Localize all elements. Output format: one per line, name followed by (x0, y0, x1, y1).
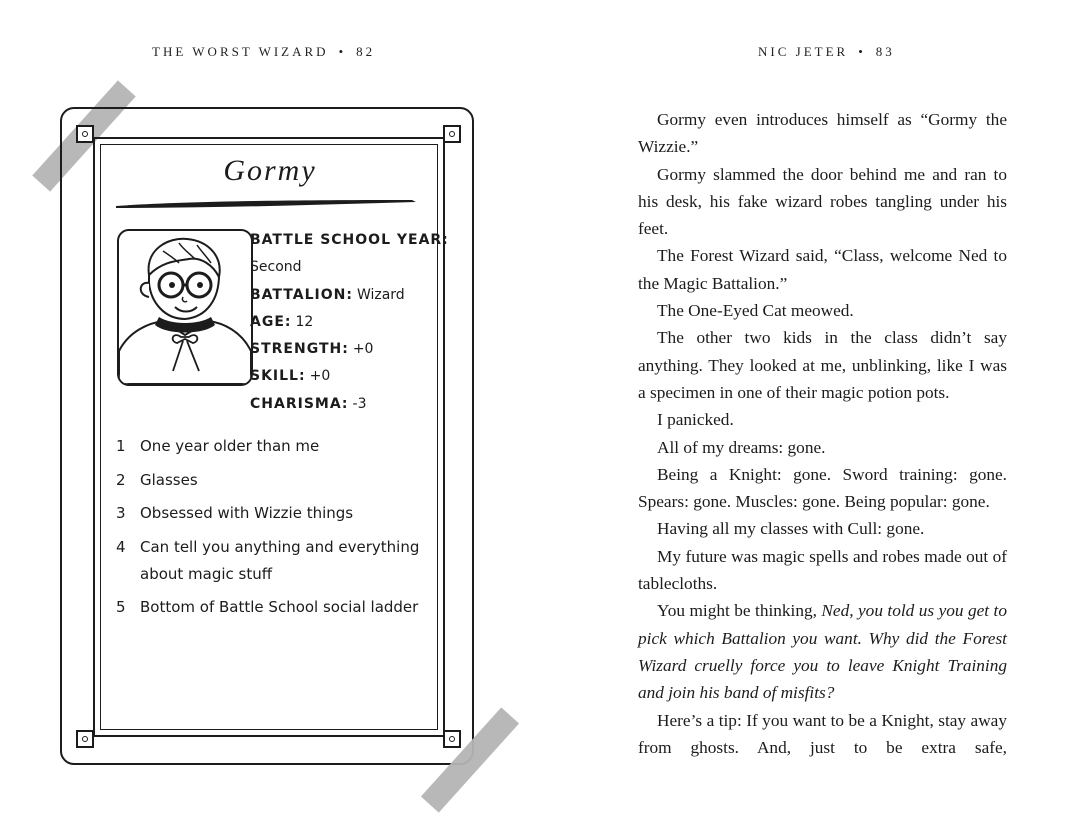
character-portrait (117, 229, 253, 386)
stat-label: STRENGTH: (250, 341, 349, 358)
paragraph: Being a Knight: gone. Sword training: gone. Spears: gone. Muscles: gone. Being popular: gone. (638, 464, 1007, 512)
paragraph: The Forest Wizard said, “Class, welcome Ned to the Magic Battalion.” (638, 246, 1007, 293)
stat-row (250, 253, 449, 280)
corner-bracket-icon (76, 730, 94, 748)
trait-item (116, 534, 441, 588)
trait-number: 1 (116, 437, 126, 455)
trait-number: 5 (116, 598, 126, 616)
paragraph: Having all my classes with Cull: gone. (657, 519, 925, 539)
header-separator: • (858, 44, 866, 59)
corner-bracket-icon (443, 125, 461, 143)
stat-value: 12 (295, 313, 314, 330)
trait-text: Bottom of Battle School social ladder (140, 598, 419, 616)
stat-row (250, 362, 449, 389)
italic-passage: Ned, you told us you get to pick which Battalion you want. Why did the Forest Wizard cruelly force you to leave Knight Training and join his band of misfits? (638, 601, 1007, 703)
right-page-number: 83 (875, 44, 895, 59)
traits-list (116, 433, 441, 628)
paragraph: My future was magic spells and robes made out of tablecloths. (638, 546, 1007, 594)
trait-text: Glasses (140, 470, 198, 489)
stat-row (250, 390, 449, 417)
trait-item (116, 467, 441, 494)
trait-item (116, 594, 441, 621)
paragraph (638, 597, 1007, 706)
stat-row (250, 281, 449, 308)
book-title: THE WORST WIZARD (152, 44, 329, 59)
stat-value: Wizard (356, 286, 405, 303)
stat-row (250, 308, 449, 335)
corner-bracket-icon (76, 125, 94, 143)
trait-text: One year older than me (140, 437, 320, 455)
stat-label: BATTALION: (250, 286, 353, 303)
paragraph: The One-Eyed Cat meowed. (657, 301, 854, 321)
corner-bracket-icon (443, 730, 461, 748)
stat-value: -3 (352, 395, 367, 412)
paragraph: The other two kids in the class didn’t say anything. They looked at me, unblinking, like I was a specimen in one of their magic potion pots. (638, 328, 1007, 402)
paragraph: I panicked. (657, 410, 734, 430)
stat-label: AGE: (250, 313, 292, 330)
character-name: Gormy (223, 154, 317, 187)
stat-row (250, 335, 449, 362)
left-page-number: 82 (356, 44, 376, 59)
header-separator: • (338, 44, 347, 59)
trait-number: 3 (116, 504, 126, 522)
paragraph: Gormy even introduces himself as “Gormy the Wizzie.” (638, 110, 1007, 157)
trait-text: Can tell you anything and everything about magic stuff (140, 537, 420, 583)
author-name: NIC JETER (758, 44, 849, 59)
stat-label: BATTLE SCHOOL YEAR: (250, 232, 449, 248)
trait-number: 4 (116, 537, 126, 556)
stats-list (250, 226, 449, 417)
stat-label: SKILL: (250, 368, 306, 385)
stat-row (250, 226, 449, 253)
left-running-header (152, 44, 375, 60)
paragraph: Gormy slammed the door behind me and ran to his desk, his fake wizard robes tangling under his feet. (638, 164, 1007, 239)
trait-item (116, 433, 441, 460)
trait-item (116, 500, 441, 527)
paragraph: All of my dreams: gone. (657, 437, 826, 457)
trait-number: 2 (116, 470, 126, 489)
stat-value: +0 (309, 368, 331, 385)
name-underline-stroke (112, 196, 422, 212)
right-running-header (758, 44, 895, 60)
stat-value: +0 (352, 341, 374, 358)
stat-label: CHARISMA: (250, 395, 349, 412)
trait-text: Obsessed with Wizzie things (140, 504, 354, 522)
stat-value: Second (250, 259, 302, 276)
gormy-portrait-icon (119, 231, 251, 384)
right-page-body (638, 106, 1007, 761)
paragraph: Here’s a tip: If you want to be a Knight, stay away from ghosts. And, just to be extra safe, (638, 710, 1007, 757)
paragraph-lead: You might be thinking, (657, 601, 822, 621)
